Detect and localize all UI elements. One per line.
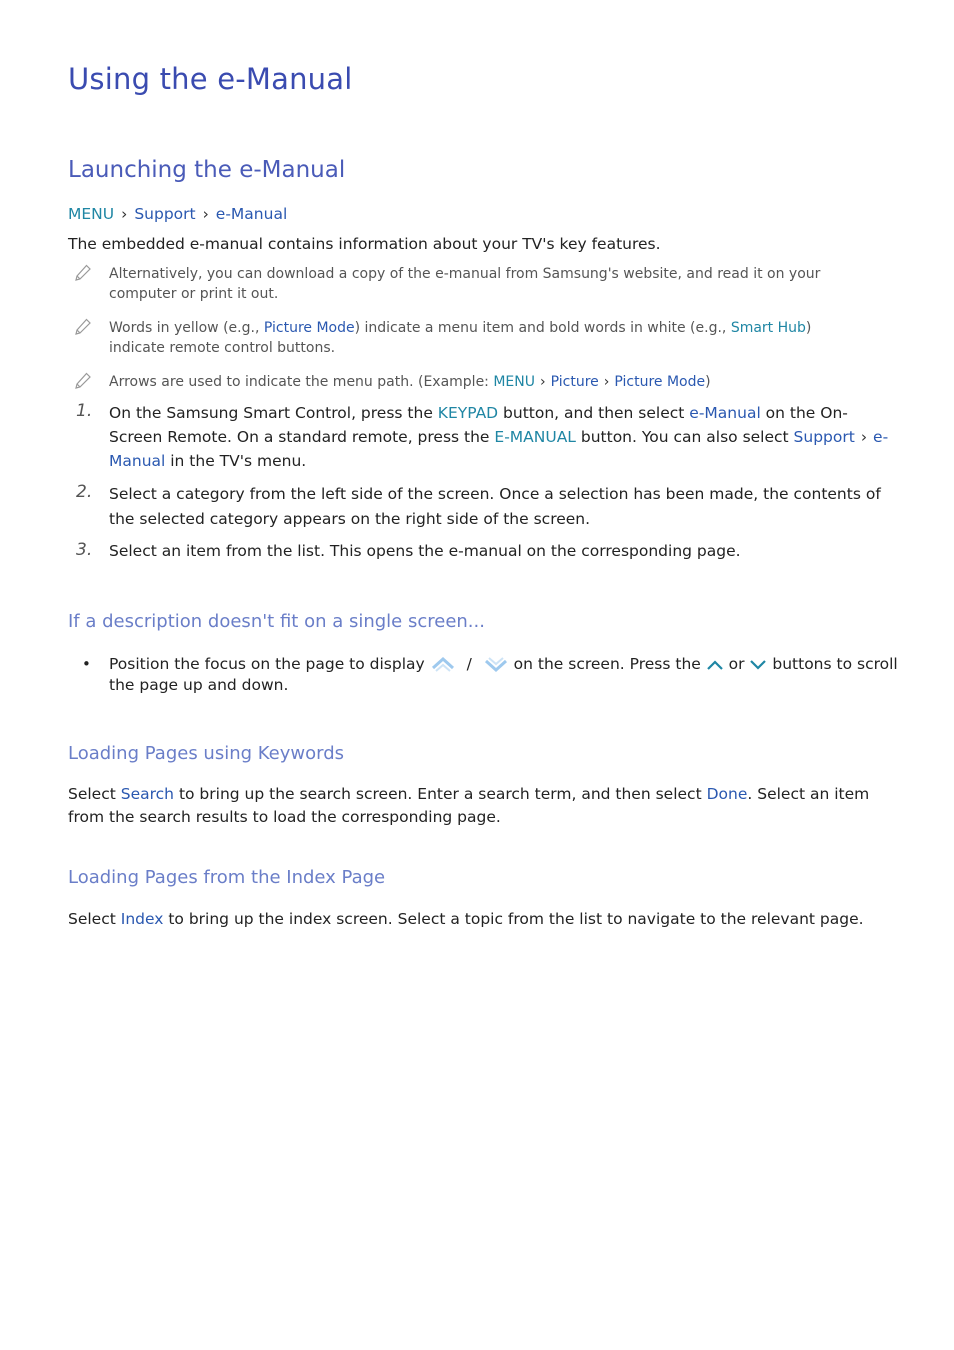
pencil-note-icon bbox=[74, 318, 92, 336]
keywords-done: Done bbox=[706, 785, 748, 803]
fit-slash: / bbox=[466, 655, 472, 673]
chevron-up-icon bbox=[706, 658, 724, 672]
note-download: Alternatively, you can download a copy of the e-manual from Samsung's website, and read it on your computer or print it out. bbox=[109, 266, 821, 302]
step-2: Select a category from the left side of the screen. Once a selection has been made, the contents of the selected category appears on the right side of the screen. bbox=[109, 485, 881, 528]
section-heading-launching: Launching the e-Manual bbox=[68, 157, 346, 183]
path-emanual: e-Manual bbox=[215, 205, 288, 223]
fit-or: or bbox=[723, 655, 750, 673]
note3-picture: Picture bbox=[550, 374, 599, 390]
bullet-dot: • bbox=[82, 655, 91, 673]
keywords-text-e: . Select an item from the search results to load the corresponding page. bbox=[68, 785, 870, 826]
note2-text-e: ) indicate remote control buttons. bbox=[109, 320, 812, 356]
page-title: Using the e-Manual bbox=[68, 62, 353, 96]
note2-smart-hub: Smart Hub bbox=[730, 320, 806, 336]
note3-picture-mode: Picture Mode bbox=[614, 374, 706, 390]
step-3: Select an item from the list. This opens the e-manual on the corresponding page. bbox=[109, 542, 741, 560]
step1-text-c: button, and then select bbox=[498, 404, 690, 422]
fit-text-a: Position the focus on the page to display bbox=[109, 655, 430, 673]
step1-keypad: KEYPAD bbox=[437, 404, 499, 422]
note3-text-e: ) bbox=[705, 374, 711, 390]
step-number-1: 1. bbox=[76, 401, 93, 421]
section-heading-index: Loading Pages from the Index Page bbox=[68, 867, 386, 888]
section-heading-fit: If a description doesn't fit on a single screen... bbox=[68, 611, 485, 632]
chevron-right-icon: › bbox=[860, 428, 868, 446]
path-support: Support bbox=[134, 205, 196, 223]
note-colors bbox=[109, 318, 869, 358]
scroll-down-icon bbox=[483, 655, 509, 675]
keywords-search: Search bbox=[120, 785, 175, 803]
keywords-text-c: to bring up the search screen. Enter a search term, and then select bbox=[174, 785, 707, 803]
note3-menu: MENU bbox=[493, 374, 535, 390]
chevron-right-icon: › bbox=[540, 374, 546, 390]
note2-text-c: ) indicate a menu item and bold words in white (e.g., bbox=[354, 320, 731, 336]
step-1 bbox=[109, 401, 894, 473]
index-text bbox=[68, 908, 918, 931]
chevron-down-icon bbox=[749, 658, 767, 672]
scroll-up-icon bbox=[430, 655, 456, 675]
keywords-text bbox=[68, 783, 898, 829]
menu-path bbox=[68, 205, 287, 223]
step-number-2: 2. bbox=[76, 482, 93, 502]
step1-text-a: On the Samsung Smart Control, press the bbox=[109, 404, 438, 422]
chevron-right-icon: › bbox=[603, 374, 610, 390]
chevron-right-icon: › bbox=[202, 205, 209, 223]
intro-text: The embedded e-manual contains information about your TV's key features. bbox=[68, 235, 661, 253]
section-heading-keywords: Loading Pages using Keywords bbox=[68, 743, 345, 764]
note-arrows bbox=[109, 372, 899, 392]
step1-text-e: on the On-Screen Remote. On a standard remote, press the bbox=[109, 404, 848, 446]
note2-text-a: Words in yellow (e.g., bbox=[109, 320, 264, 336]
index-text-a: Select bbox=[68, 910, 121, 928]
fit-text-b: on the screen. Press the bbox=[513, 655, 706, 673]
index-index: Index bbox=[120, 910, 164, 928]
pencil-note-icon bbox=[74, 264, 92, 282]
step1-emanual-button: E-MANUAL bbox=[494, 428, 576, 446]
fit-text-c: buttons to scroll the page up and down. bbox=[109, 655, 898, 694]
step1-emanual-menu: e-Manual bbox=[109, 428, 889, 470]
fit-bullet-text bbox=[109, 654, 899, 695]
step1-text-j: in the TV's menu. bbox=[165, 452, 307, 470]
keywords-text-a: Select bbox=[68, 785, 121, 803]
path-menu: MENU bbox=[68, 205, 115, 223]
note3-text-a: Arrows are used to indicate the menu path. (Example: bbox=[109, 374, 494, 390]
chevron-right-icon: › bbox=[121, 205, 128, 223]
note2-picture-mode: Picture Mode bbox=[263, 320, 355, 336]
step1-emanual: e-Manual bbox=[689, 404, 761, 422]
pencil-note-icon bbox=[74, 372, 92, 390]
step-number-3: 3. bbox=[76, 540, 93, 560]
step1-support: Support bbox=[793, 428, 855, 446]
index-text-c: to bring up the index screen. Select a topic from the list to navigate to the relevant page. bbox=[163, 910, 864, 928]
step1-text-g: button. You can also select bbox=[575, 428, 794, 446]
